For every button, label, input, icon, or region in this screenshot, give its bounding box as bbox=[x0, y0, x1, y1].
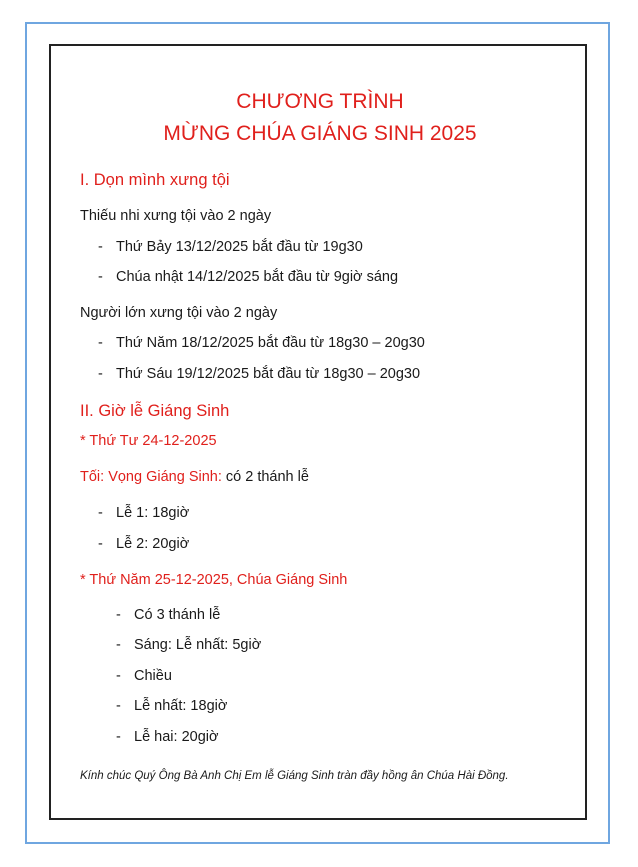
list-item-text: Có 3 thánh lễ bbox=[134, 607, 221, 623]
list-item-text: Lễ 1: 18giờ bbox=[116, 505, 190, 521]
list-item bbox=[116, 668, 172, 684]
section-2-heading: II. Giờ lễ Giáng Sinh bbox=[80, 402, 230, 420]
list-item-text: Chúa nhật 14/12/2025 bắt đầu từ 9giờ sáng bbox=[116, 269, 399, 285]
list-item bbox=[98, 366, 420, 382]
list-item bbox=[98, 536, 189, 552]
list-item-text: Chiều bbox=[134, 668, 172, 684]
children-intro: Thiếu nhi xưng tội vào 2 ngày bbox=[80, 208, 272, 224]
section-1-heading: I. Dọn mình xưng tội bbox=[80, 171, 230, 189]
evening-vigil-line bbox=[80, 469, 309, 485]
list-item bbox=[116, 729, 219, 745]
evening-text: có 2 thánh lễ bbox=[221, 469, 309, 485]
closing-greeting: Kính chúc Quý Ông Bà Anh Chị Em lễ Giáng Sinh tràn đầy hồng ân Chúa Hài Đồng. bbox=[80, 770, 509, 782]
list-item bbox=[98, 335, 425, 351]
evening-label: Tối: Vọng Giáng Sinh: bbox=[80, 469, 222, 485]
title-line-1: CHƯƠNG TRÌNH bbox=[236, 90, 404, 113]
list-item bbox=[98, 239, 363, 255]
dash-marker: - bbox=[116, 607, 121, 623]
dash-marker: - bbox=[98, 239, 103, 255]
dash-marker: - bbox=[116, 729, 121, 745]
day-1-label: * Thứ Tư 24-12-2025 bbox=[80, 433, 217, 449]
list-item-text: Thứ Sáu 19/12/2025 bắt đầu từ 18g30 – 20g30 bbox=[116, 366, 421, 382]
list-item bbox=[116, 698, 227, 714]
dash-marker: - bbox=[98, 335, 103, 351]
dash-marker: - bbox=[98, 269, 103, 285]
dash-marker: - bbox=[98, 505, 103, 521]
list-item-text: Sáng: Lễ nhất: 5giờ bbox=[134, 637, 262, 653]
dash-marker: - bbox=[98, 536, 103, 552]
title-line-2: MỪNG CHÚA GIÁNG SINH 2025 bbox=[163, 122, 477, 145]
list-item-text: Thứ Năm 18/12/2025 bắt đầu từ 18g30 – 20g30 bbox=[116, 335, 425, 351]
dash-marker: - bbox=[116, 698, 121, 714]
list-item-text: Lễ 2: 20giờ bbox=[116, 536, 190, 552]
dash-marker: - bbox=[98, 366, 103, 382]
list-item bbox=[116, 637, 261, 653]
list-item bbox=[116, 607, 220, 623]
list-item bbox=[98, 505, 189, 521]
list-item-text: Thứ Bảy 13/12/2025 bắt đầu từ 19g30 bbox=[116, 239, 363, 255]
day-2-label: * Thứ Năm 25-12-2025, Chúa Giáng Sinh bbox=[80, 572, 348, 588]
dash-marker: - bbox=[116, 637, 121, 653]
list-item bbox=[98, 269, 398, 285]
list-item-text: Lễ hai: 20giờ bbox=[134, 729, 219, 745]
list-item-text: Lễ nhất: 18giờ bbox=[134, 698, 228, 714]
adults-intro: Người lớn xưng tội vào 2 ngày bbox=[80, 305, 278, 321]
dash-marker: - bbox=[116, 668, 121, 684]
